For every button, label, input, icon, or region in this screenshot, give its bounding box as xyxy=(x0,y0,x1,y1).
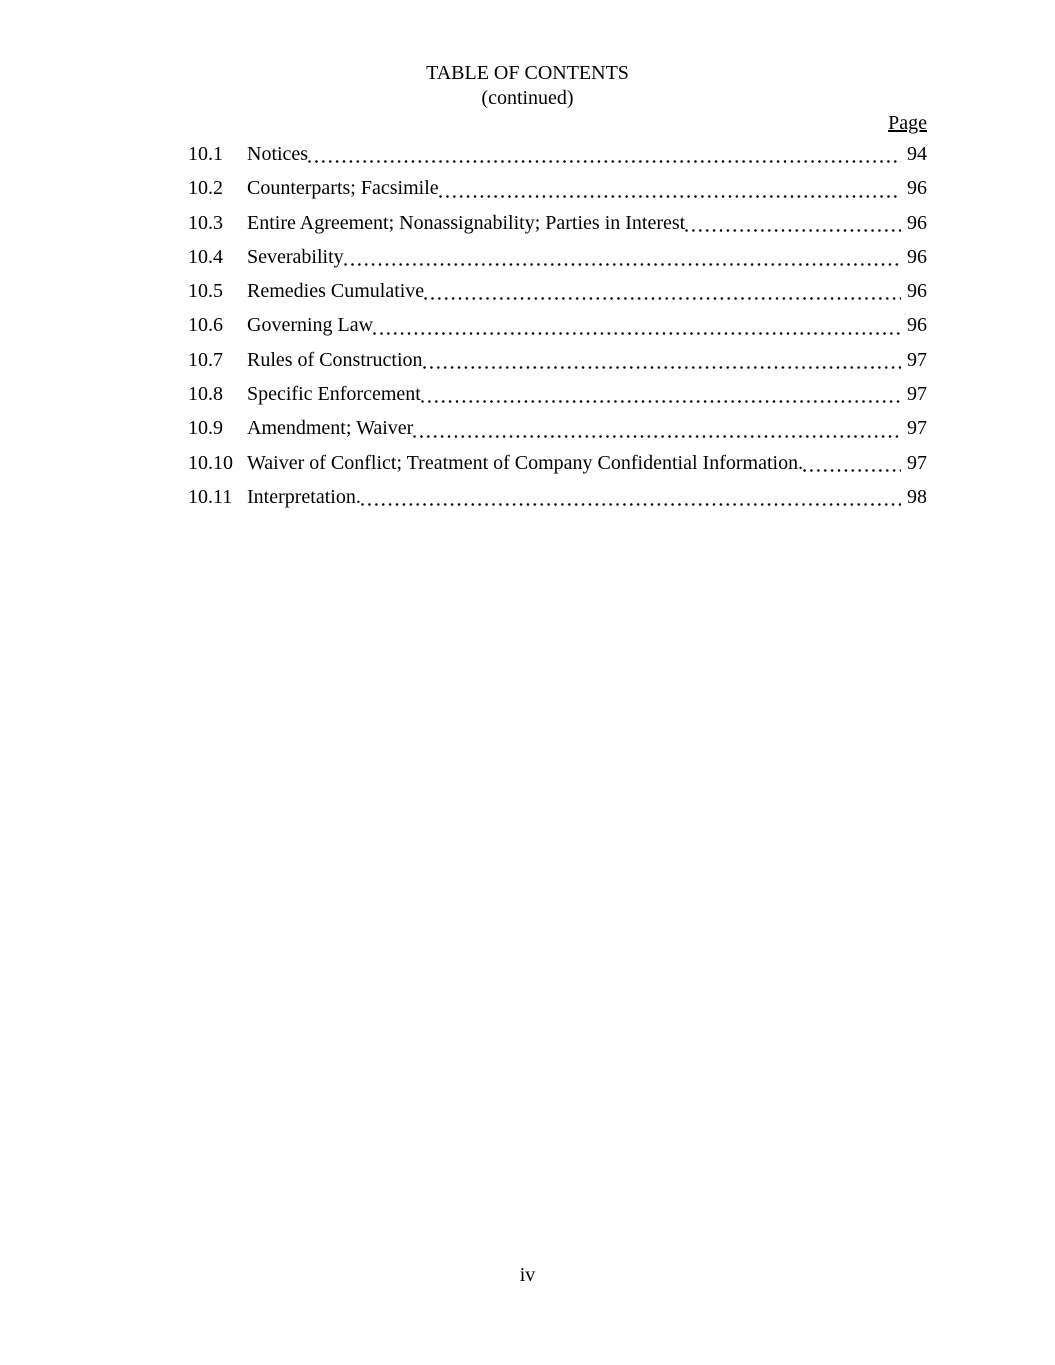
page-column-header xyxy=(188,109,927,137)
toc-content xyxy=(188,109,927,514)
toc-entry-title: Amendment; Waiver xyxy=(247,417,414,440)
footer-page-number: iv xyxy=(519,1264,536,1286)
document-header xyxy=(0,61,1055,111)
toc-entry-title: Governing Law xyxy=(247,314,374,337)
dot-leader xyxy=(424,274,901,308)
page-title: TABLE OF CONTENTS xyxy=(426,62,629,84)
dot-leader xyxy=(423,343,901,377)
page-subtitle: (continued) xyxy=(481,87,574,109)
toc-entry-page: 96 xyxy=(907,245,927,268)
toc-entry-title: Entire Agreement; Nonassignability; Parties in Interest xyxy=(247,211,686,234)
toc-entry[interactable] xyxy=(188,343,927,377)
toc-entry-number: 10.3 xyxy=(188,211,223,234)
dot-leader xyxy=(344,240,901,274)
toc-entry[interactable] xyxy=(188,171,927,205)
toc-entry-number: 10.9 xyxy=(188,417,223,440)
toc-entry-number: 10.2 xyxy=(188,177,223,200)
toc-entry-number: 10.7 xyxy=(188,348,223,371)
toc-entry-title: Severability xyxy=(247,245,344,268)
toc-entry-page: 94 xyxy=(907,143,927,165)
document-footer xyxy=(0,1262,1055,1288)
toc-entry[interactable] xyxy=(188,480,927,514)
toc-entry-page: 97 xyxy=(907,451,927,474)
toc-entry-number: 10.1 xyxy=(188,143,223,165)
toc-entry[interactable] xyxy=(188,411,927,445)
toc-entry-title: Remedies Cumulative xyxy=(247,280,425,303)
toc-entry-title: Interpretation. xyxy=(247,485,361,508)
toc-entry-number: 10.10 xyxy=(188,451,233,474)
toc-entry-number: 10.4 xyxy=(188,245,223,268)
dot-leader xyxy=(421,377,901,411)
toc-entry-page: 96 xyxy=(907,314,927,337)
toc-entry-page: 98 xyxy=(907,485,927,508)
toc-entry-page: 97 xyxy=(907,383,927,406)
toc-entry-title: Rules of Construction xyxy=(247,348,423,371)
toc-entry-number: 10.6 xyxy=(188,314,223,337)
toc-entry[interactable] xyxy=(188,274,927,308)
toc-entry-page: 97 xyxy=(907,348,927,371)
toc-entry-title: Counterparts; Facsimile xyxy=(247,177,439,200)
toc-entry-page: 96 xyxy=(907,177,927,200)
toc-list xyxy=(188,137,927,514)
toc-entry-page: 96 xyxy=(907,211,927,234)
toc-entry[interactable] xyxy=(188,377,927,411)
toc-entry-number: 10.5 xyxy=(188,280,223,303)
toc-entry[interactable] xyxy=(188,137,927,171)
toc-entry-page: 96 xyxy=(907,280,927,303)
toc-entry-number: 10.8 xyxy=(188,383,223,406)
dot-leader xyxy=(373,308,901,342)
toc-entry-title: Notices xyxy=(247,143,309,165)
dot-leader xyxy=(308,137,901,171)
dot-leader xyxy=(439,171,901,205)
toc-entry-number: 10.11 xyxy=(188,485,233,508)
toc-entry[interactable] xyxy=(188,446,927,480)
dot-leader xyxy=(413,411,901,445)
dot-leader xyxy=(361,480,901,514)
toc-entry[interactable] xyxy=(188,206,927,240)
toc-entry[interactable] xyxy=(188,308,927,342)
toc-entry-title: Waiver of Conflict; Treatment of Company Confidential Information. xyxy=(247,451,804,474)
dot-leader xyxy=(685,206,901,240)
page-column-label: Page xyxy=(888,112,927,134)
toc-entry[interactable] xyxy=(188,240,927,274)
toc-entry-page: 97 xyxy=(907,417,927,440)
toc-entry-title: Specific Enforcement xyxy=(247,383,421,406)
dot-leader xyxy=(803,446,901,480)
